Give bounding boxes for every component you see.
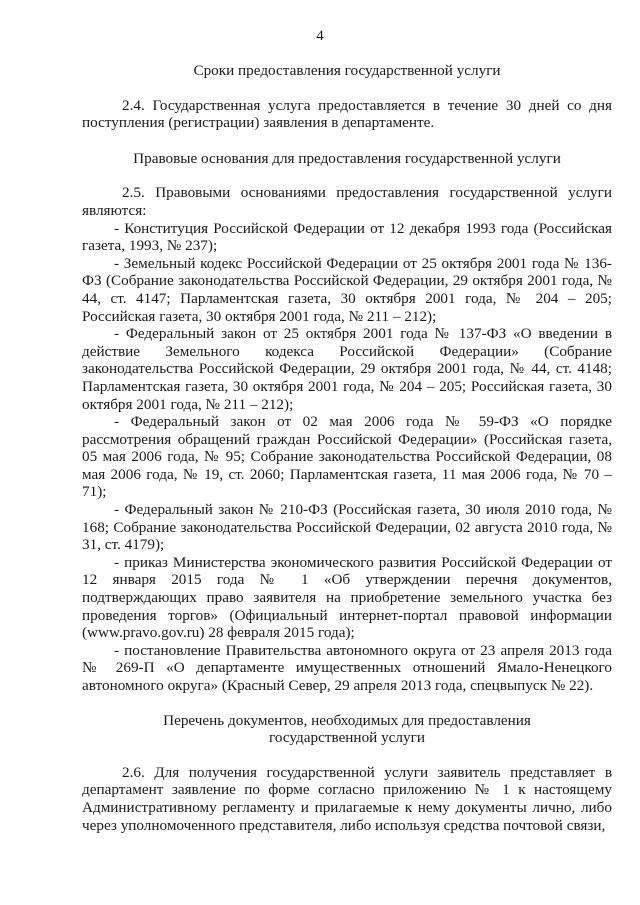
legal-item-137-fz: - Федеральный закон от 25 октября 2001 года № 137-ФЗ «О введении в действие Земельного кодекса Российской Федерации» (Собрание законодательства Российской Федерации, 29 октября 2001 года, № 44, ст. 4148; Парламентская газета, 30 октября 2001 года, № 204 – 205; Российская газета, 30 октября 2001 года, № 211 – 212); — [82, 325, 612, 413]
document-body — [82, 62, 612, 834]
paragraph-2-5: 2.5. Правовыми основаниями предоставления государственной услуги являются: — [82, 184, 612, 219]
paragraph-2-6: 2.6. Для получения государственной услуги заявитель представляет в департамент заявление по форме согласно приложению № 1 к настоящему Административному регламенту и прилагаемые к нему документы лично, либо через уполномоченного представителя, либо используя средства почтовой связи, — [82, 763, 612, 834]
section-heading-documents-line2: государственной услуги — [269, 729, 425, 747]
section-heading-documents-line1: Перечень документов, необходимых для предоставления — [163, 711, 531, 729]
legal-item-210-fz: - Федеральный закон № 210-ФЗ (Российская газета, 30 июля 2010 года, № 168; Собрание законодательства Российской Федерации, 02 августа 2010 года, № 31, ст. 4179); — [82, 501, 612, 554]
legal-item-constitution: - Конституция Российской Федерации от 12 декабря 1993 года (Российская газета, 1993, № 237); — [82, 219, 612, 255]
paragraph-2-4: 2.4. Государственная услуга предоставляется в течение 30 дней со дня поступления (регистрации) заявления в департаменте. — [82, 96, 612, 132]
legal-item-land-code: - Земельный кодекс Российской Федерации от 25 октября 2001 года № 136-ФЗ (Собрание законодательства Российской Федерации, 29 октября 2001 года, № 44, ст. 4147; Парламентская газета, 30 октября 2001 года, № 204 – 205; Российская газета, 30 октября 2001 года, № 211 – 212); — [82, 254, 612, 325]
legal-item-government-resolution: - постановление Правительства автономного округа от 23 апреля 2013 года № 269-П «О департаменте имущественных отношений Ямало-Ненецкого автономного округа» (Красный Север, 29 апреля 2013 года, спецвыпуск № 22). — [82, 641, 612, 694]
section-heading-legal-basis: Правовые основания для предоставления государственной услуги — [133, 149, 561, 167]
section-heading-terms: Сроки предоставления государственной услуги — [193, 62, 501, 79]
legal-item-59-fz: - Федеральный закон от 02 мая 2006 года № 59-ФЗ «О порядке рассмотрения обращений граждан Российской Федерации» (Российская газета, 05 мая 2006 года, № 95; Собрание законодательства Российской Федерации, 08 мая 2006 года, № 19, ст. 2060; Парламентская газета, 11 мая 2006 года, № 70 – 71); — [82, 413, 612, 501]
legal-item-ministry-order: - приказ Министерства экономического развития Российской Федерации от 12 января 2015 года № 1 «Об утверждении перечня документов, подтверждающих право заявителя на приобретение земельного участка без проведения торгов» (Официальный интернет-портал правовой информации (www.pravo.gov.ru) 28 февраля 2015 года); — [82, 553, 612, 642]
page-number: 4 — [316, 28, 324, 44]
